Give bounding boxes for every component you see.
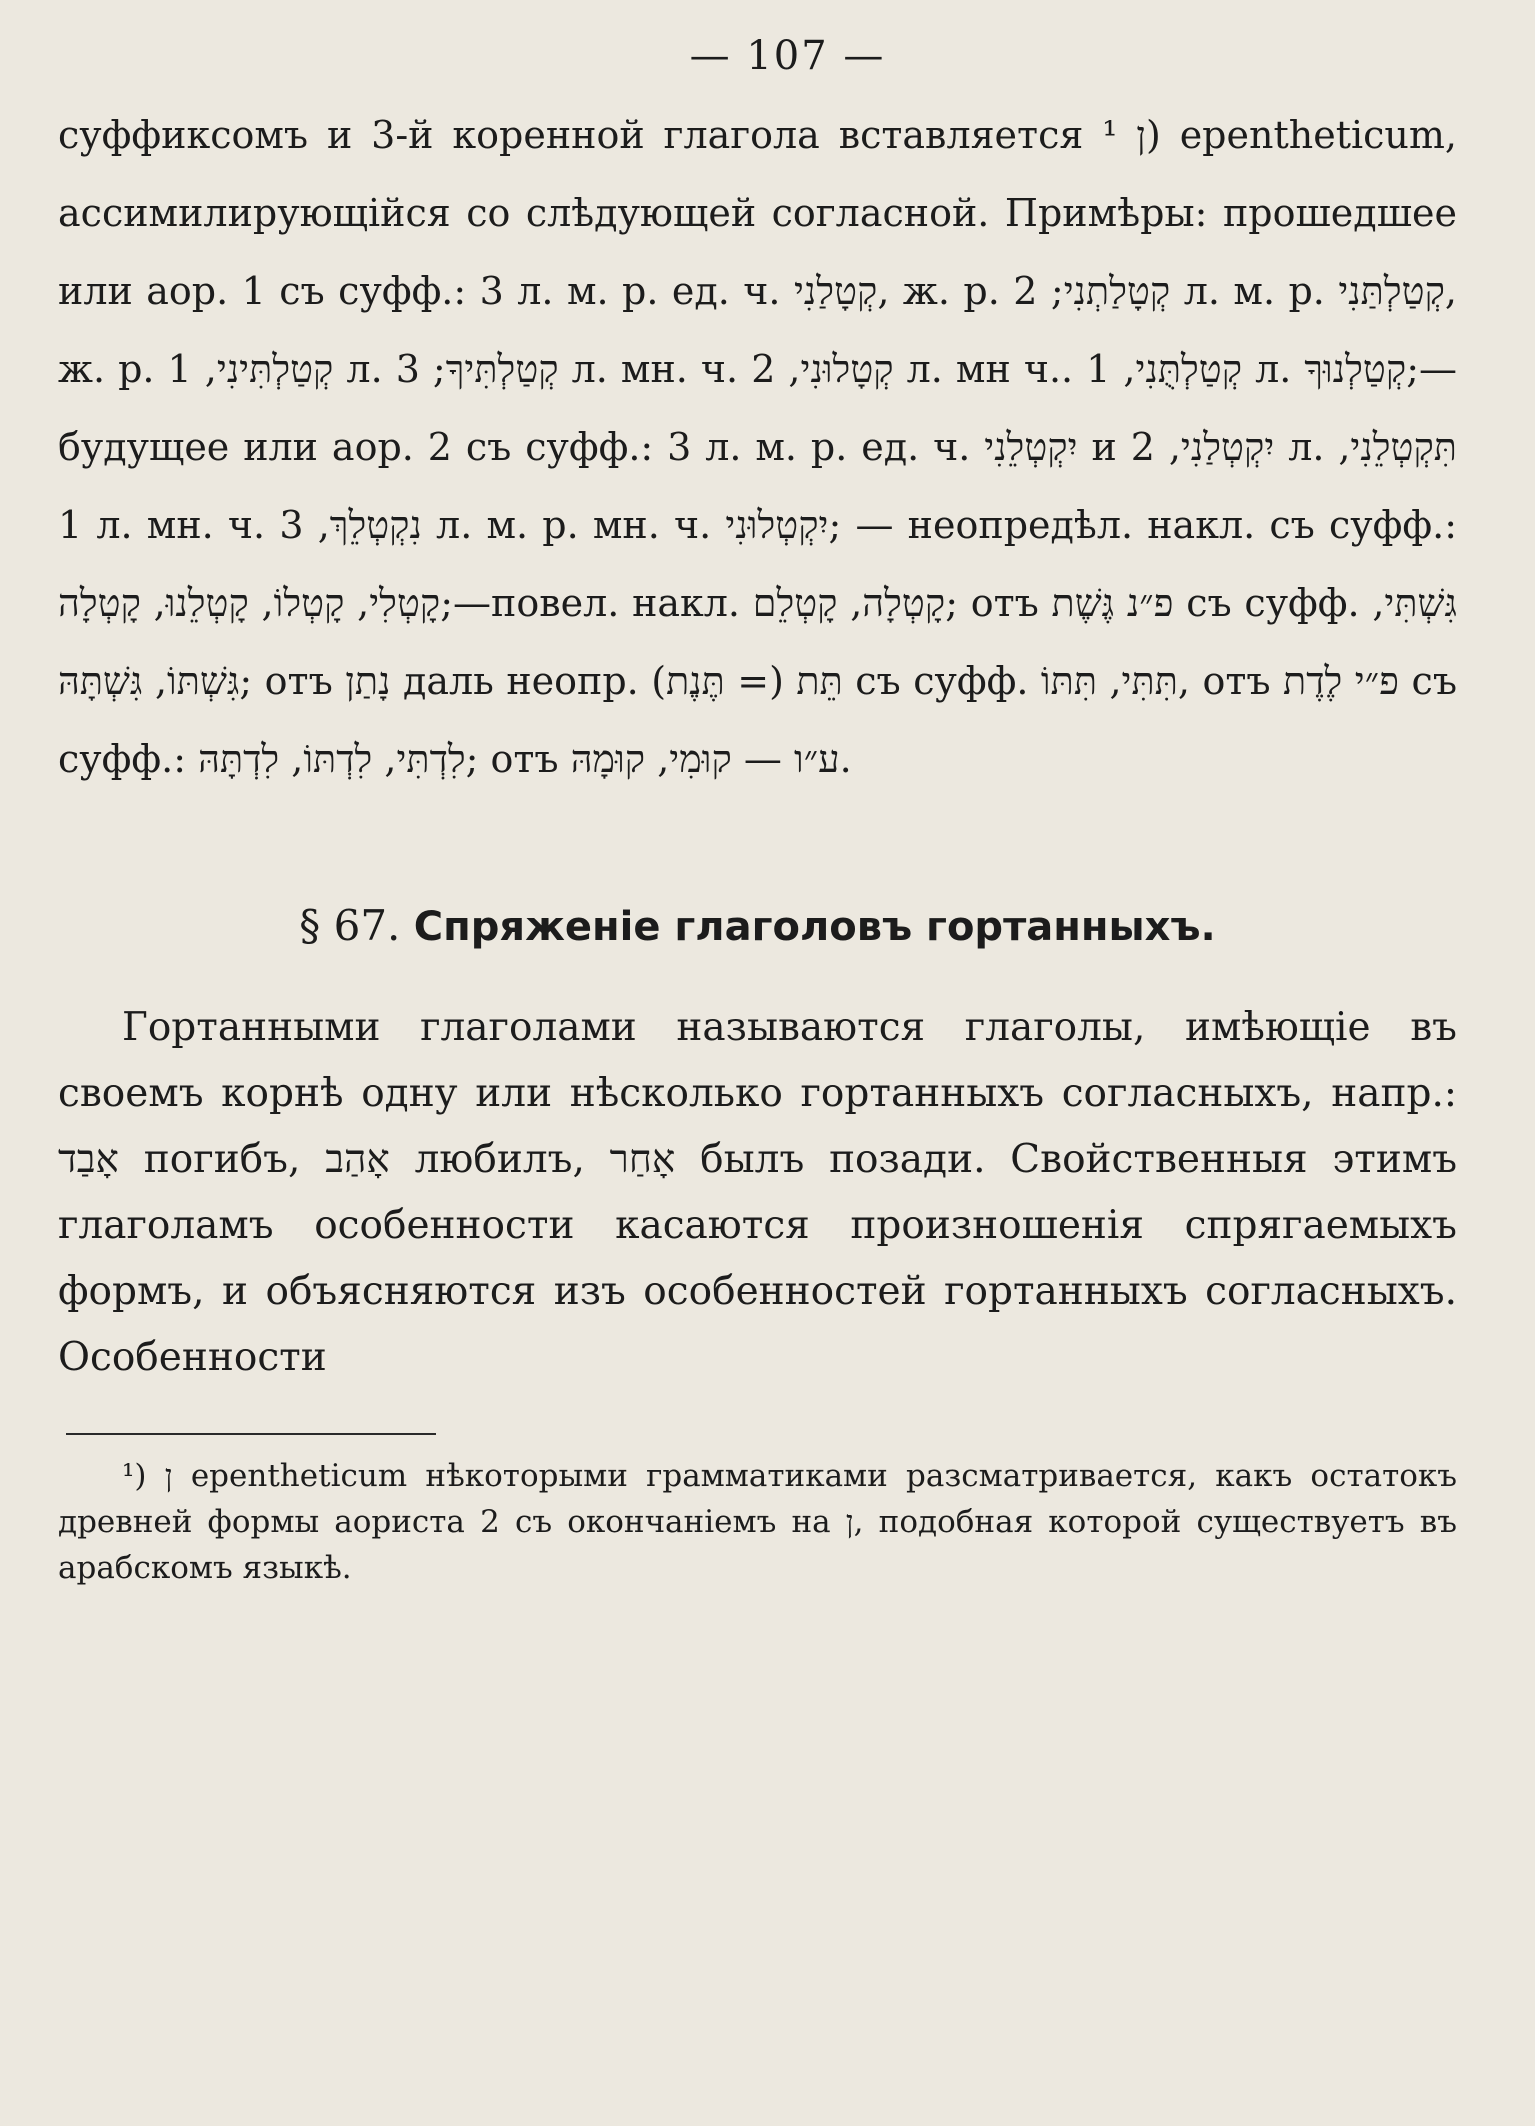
paragraph-guttural-verbs: Гортанными глаголами называются глаголы, имѣющіе въ своемъ корнѣ одну или нѣсколько гортанныхъ согласныхъ, напр.: אָבַד погибъ, אָהַב любилъ, אָחַר былъ позади. Свойственныя этимъ глаголамъ особенности касаются произношенія спрягаемыхъ формъ, и объясняются изъ особенностей гортанныхъ согласныхъ. Особенности bbox=[58, 1005, 1458, 1380]
footnote bbox=[58, 1453, 1457, 1591]
section-number: § 67. bbox=[299, 901, 401, 950]
paragraph-suffix-examples: суффиксомъ и 3-й коренной глагола вставляется ן ¹) epentheticum, ассимилирующійся со слѣдующей согласной. Примѣры: прошедшее или аор. 1 съ суфф.: 3 л. м. р. ед. ч. קְטָלַנִי, ж. р. קְטָלַתְנִי; 2 л. м. р. קְטַלְתַּנִי, ж. р. קְטַלְתִּינִי, 1 л. קְטַלְתִּיךָ; 3 л. мн. ч. קְטָלוּנִי, 2 л. мн ч.. קְטַלְתֻּנִי, 1 л. קְטַלְנוּךָ;—будущее или аор. 2 съ суфф.: 3 л. м. р. ед. ч. יִקְטְלֵנִי и יִקְטְלַנִי, 2 л. תִּקְטְלֵנִי, 1 л. мн. ч. נִקְטְלֵךְ, 3 л. м. р. мн. ч. יִקְטְלוּנִי; — неопредѣл. накл. съ суфф.: קָטְלִי, קָטְלוֹ, קָטְלֵנוּ, קָטְלָה;—повел. накл. קָטְלָה, קָטְלֵם; отъ פ״נ גֶּשֶׁת съ суфф. גִּשְׁתִּי, גִּשְׁתּוֹ, גִּשְׁתָּהּ; отъ נָתַן даль неопр. תֵּת (= תֶּנֶת) съ суфф. תִּתִּי, תִּתּוֹ, отъ פ״י לֶדֶת съ суфф.: לִדְתִּי, לִדְתּוֹ, לִדְתָּהּ; отъ ע״ו — קוּמִי, קוּמָהּ. bbox=[58, 113, 1458, 781]
footnote-text: ן epentheticum нѣкоторыми грамматиками разсматривается, какъ остатокъ древней формы аориста 2 съ окончаніемъ на ן, подобная которой существуетъ въ арабскомъ языкѣ. bbox=[58, 1458, 1457, 1586]
section-title: Спряженіе глаголовъ гортанныхъ. bbox=[413, 904, 1216, 950]
page-number: — 107 — bbox=[689, 33, 886, 79]
footnote-divider bbox=[66, 1433, 436, 1435]
footnote-marker: ¹) bbox=[122, 1458, 147, 1494]
section-heading bbox=[58, 896, 1457, 957]
